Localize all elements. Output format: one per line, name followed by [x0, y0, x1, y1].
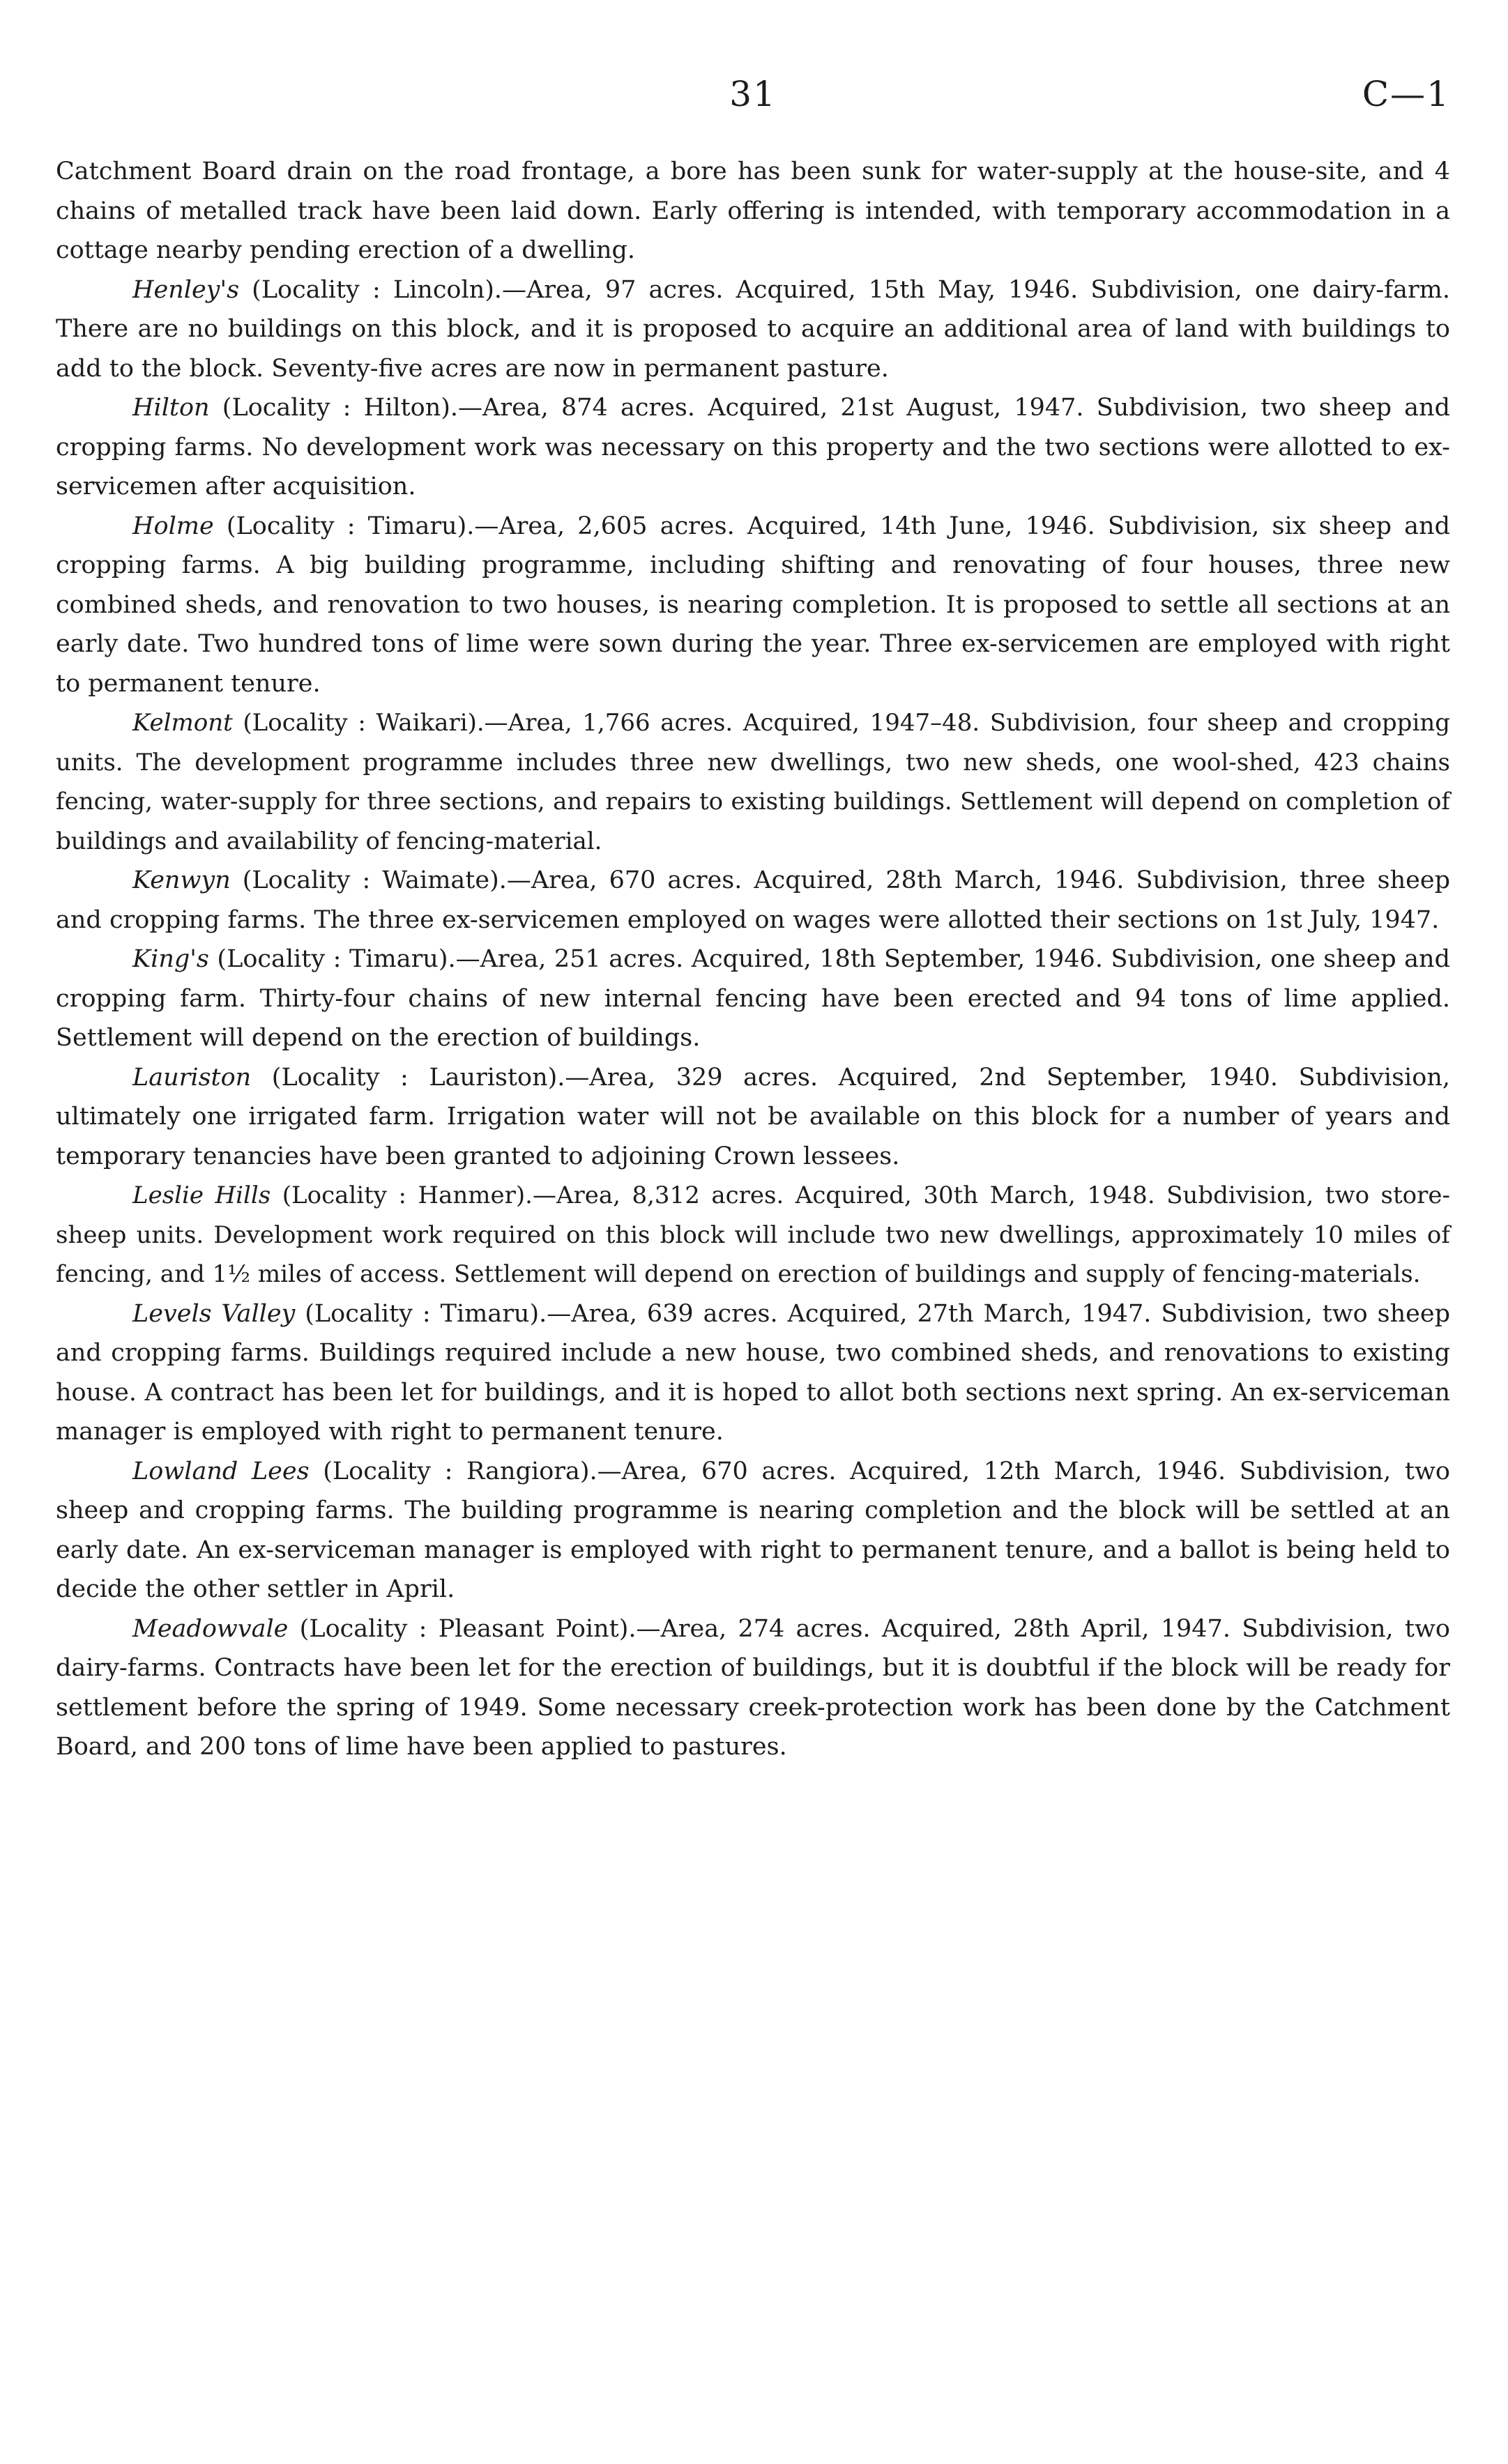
entry-name: Meadowvale [132, 1614, 289, 1643]
entry-kenwyn [56, 861, 1450, 940]
entry-text: (Locality : Hilton).—Area, 874 acres. Acquired, 21st August, 1947. Subdivision, two sheep and cropping farms. No development work was necessary on this property and the two sections were allotted to ex-servicemen after acquisition. [56, 394, 1450, 500]
page-number: 31 [729, 74, 777, 114]
entry-kings [56, 940, 1450, 1058]
document-reference: C—1 [1362, 74, 1450, 114]
entry-lowland-lees [56, 1452, 1450, 1609]
entry-levels-valley [56, 1294, 1450, 1452]
entry-name: Lauriston [132, 1063, 252, 1092]
entry-meadowvale [56, 1609, 1450, 1767]
entry-name: Hilton [132, 394, 210, 422]
entry-text: (Locality : Waikari).—Area, 1,766 acres. Acquired, 1947–48. Subdivision, four sheep and cropping units. The development programme includes three new dwellings, two new sheds, one wool-shed, 423 chains fencing, water-supply for three sections, and repairs to existing buildings. Settlement will depend on completion of buildings and availability of fencing-material. [56, 709, 1450, 855]
entry-name: Levels Valley [132, 1299, 296, 1328]
entry-text: (Locality : Pleasant Point).—Area, 274 acres. Acquired, 28th April, 1947. Subdivision, two dairy-farms. Contracts have been let for the erection of buildings, but it is doubtful if the block will be ready for settlement before the spring of 1949. Some necessary creek-protection work has been done by the Catchment Board, and 200 tons of lime have been applied to pastures. [56, 1614, 1450, 1761]
entry-name: Lowland Lees [132, 1457, 310, 1485]
entry-kelmont [56, 703, 1450, 861]
entry-text: (Locality : Timaru).—Area, 251 acres. Acquired, 18th September, 1946. Subdivision, one sheep and cropping farm. Thirty-four chains of new internal fencing have been erected and 94 tons of lime applied. Settlement will depend on the erection of buildings. [56, 945, 1450, 1052]
entry-leslie-hills [56, 1176, 1450, 1294]
entry-name: King's [132, 945, 209, 973]
entry-name: Holme [132, 512, 214, 540]
entry-name: Henley's [132, 275, 240, 304]
entry-text: (Locality : Lauriston).—Area, 329 acres. Acquired, 2nd September, 1940. Subdivision, ultimately one irrigated farm. Irrigation water will not be available on this block for a number of years and temporary tenancies have been granted to adjoining Crown lessees. [56, 1063, 1450, 1170]
entry-text: (Locality : Timaru).—Area, 639 acres. Acquired, 27th March, 1947. Subdivision, two sheep and cropping farms. Buildings required include a new house, two combined sheds, and renovations to existing house. A contract has been let for buildings, and it is hoped to allot both sections next spring. An ex-serviceman manager is employed with right to permanent tenure. [56, 1299, 1450, 1446]
entry-lauriston [56, 1058, 1450, 1177]
entry-text: (Locality : Rangiora).—Area, 670 acres. Acquired, 12th March, 1946. Subdivision, two sheep and cropping farms. The building programme is nearing completion and the block will be settled at an early date. An ex-serviceman manager is employed with right to permanent tenure, and a ballot is being held to decide the other settler in April. [56, 1457, 1450, 1603]
entry-name: Leslie Hills [132, 1181, 271, 1209]
entry-henleys [56, 270, 1450, 389]
entry-text: (Locality : Hanmer).—Area, 8,312 acres. Acquired, 30th March, 1948. Subdivision, two store-sheep units. Development work required on this block will include two new dwellings, approximately 10 miles of fencing, and 1½ miles of access. Settlement will depend on erection of buildings and supply of fencing-materials. [56, 1181, 1450, 1288]
entry-text: (Locality : Waimate).—Area, 670 acres. Acquired, 28th March, 1946. Subdivision, three sheep and cropping farms. The three ex-servicemen employed on wages were allotted their sections on 1st July, 1947. [56, 866, 1450, 934]
paragraph-continuation [56, 152, 1450, 270]
entry-hilton [56, 388, 1450, 507]
entry-text: (Locality : Timaru).—Area, 2,605 acres. Acquired, 14th June, 1946. Subdivision, six sheep and cropping farms. A big building programme, including shifting and renovating of four houses, three new combined sheds, and renovation to two houses, is nearing completion. It is proposed to settle all sections at an early date. Two hundred tons of lime were sown during the year. Three ex-servicemen are employed with right to permanent tenure. [56, 512, 1450, 698]
entry-name: Kenwyn [132, 866, 231, 894]
entry-holme [56, 507, 1450, 704]
page-header [56, 70, 1450, 118]
paragraph-text: Catchment Board drain on the road frontage, a bore has been sunk for water-supply at the house-site, and 4 chains of metalled track have been laid down. Early offering is intended, with temporary accommodation in a cottage nearby pending erection of a dwelling. [56, 158, 1450, 264]
entry-name: Kelmont [132, 709, 233, 737]
body-text [56, 152, 1450, 1767]
entry-text: (Locality : Lincoln).—Area, 97 acres. Acquired, 15th May, 1946. Subdivision, one dairy-farm. There are no buildings on this block, and it is proposed to acquire an additional area of land with buildings to add to the block. Seventy-five acres are now in permanent pasture. [56, 275, 1450, 383]
